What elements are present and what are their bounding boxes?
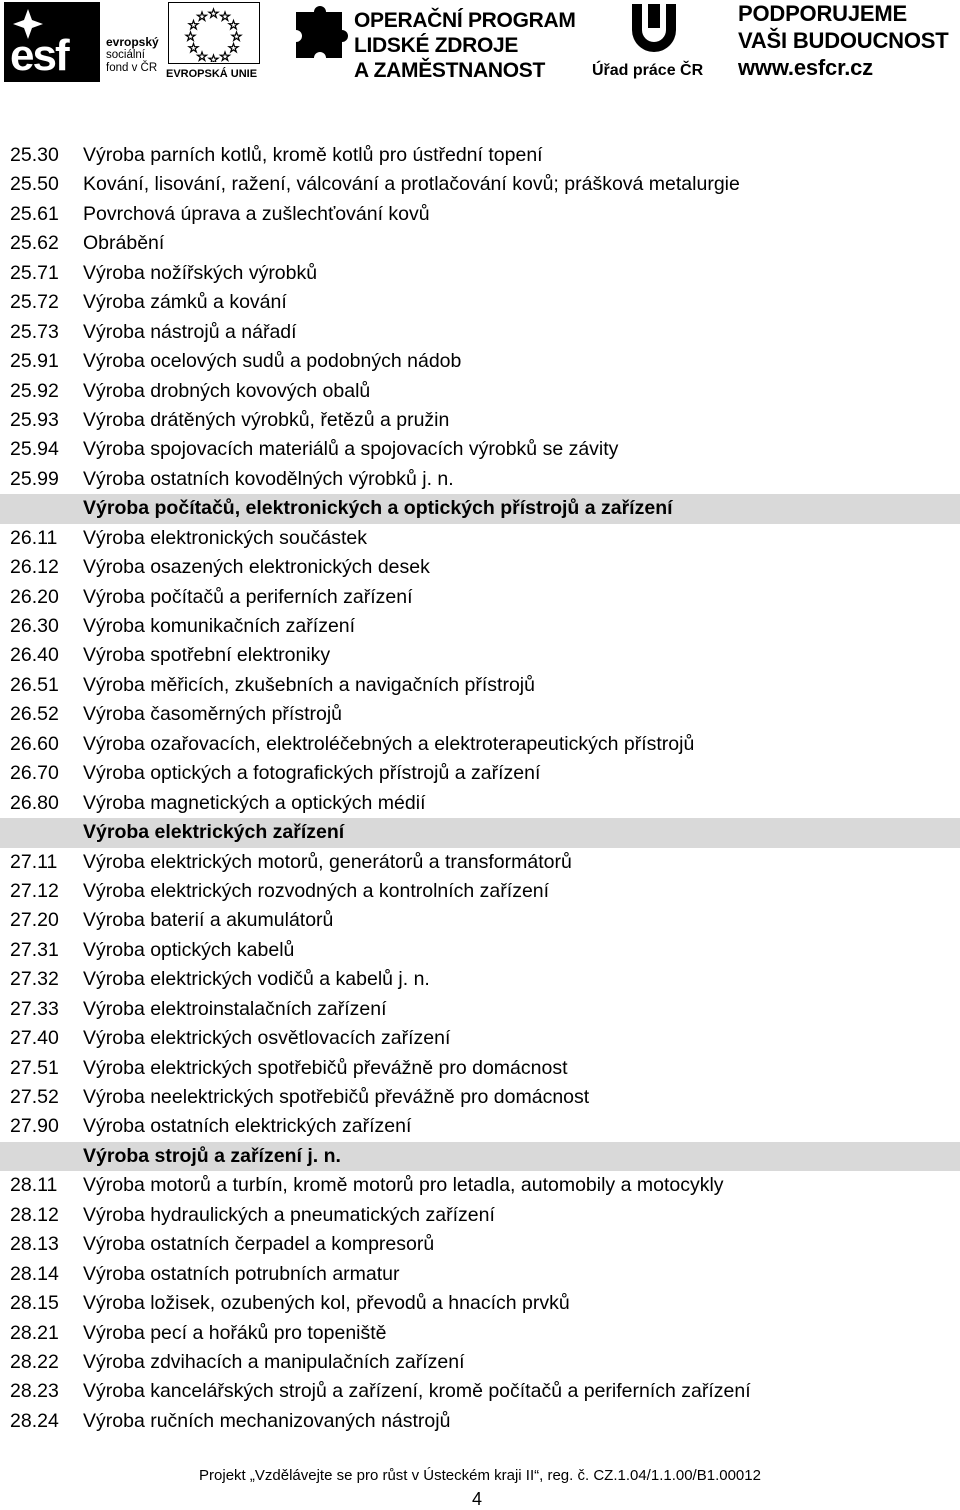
list-item: [0, 730, 960, 759]
item-label: Výroba ostatních kovodělných výrobků j. n.: [83, 467, 454, 490]
item-code: 25.93: [10, 408, 59, 431]
op-line-2: LIDSKÉ ZDROJE: [354, 34, 519, 57]
slogan-line-1: PODPORUJEME: [738, 1, 907, 26]
list-item: [0, 1024, 960, 1053]
item-label: Výroba elektrických rozvodných a kontrolních zařízení: [83, 879, 550, 902]
esf-line-1: evropský: [106, 35, 159, 49]
item-label: Výroba zdvihacích a manipulačních zařízení: [83, 1350, 465, 1373]
slogan-line-2: VAŠI BUDOUCNOST: [738, 28, 949, 53]
item-code: 28.15: [10, 1292, 59, 1315]
esf-logo: [4, 2, 164, 82]
item-label: Výroba elektroinstalačních zařízení: [83, 997, 387, 1020]
list-item: [0, 377, 960, 406]
list-item: [0, 641, 960, 670]
list-item: [0, 1319, 960, 1348]
item-label: Výroba kancelářských strojů a zařízení, kromě počítačů a periferních zařízení: [83, 1380, 751, 1403]
item-label: Kování, lisování, ražení, válcování a protlačování kovů; prášková metalurgie: [83, 173, 740, 196]
item-code: 27.31: [10, 938, 59, 961]
item-label: Výroba optických kabelů: [83, 938, 295, 961]
section-title: Výroba strojů a zařízení j. n.: [83, 1144, 341, 1167]
item-label: Výroba ostatních čerpadel a kompresorů: [83, 1233, 435, 1256]
list-item: [0, 524, 960, 553]
item-code: 26.60: [10, 732, 59, 755]
item-label: Výroba nožířských výrobků: [83, 261, 318, 284]
item-label: Výroba spotřební elektroniky: [83, 644, 331, 667]
logo-header: [0, 0, 960, 90]
list-item: [0, 612, 960, 641]
puzzle-icon: [290, 6, 348, 64]
page-number: 4: [471, 1489, 482, 1509]
list-item: [0, 1112, 960, 1141]
list-item: [0, 406, 960, 435]
list-item: [0, 583, 960, 612]
item-label: Výroba nástrojů a nářadí: [83, 320, 297, 343]
list-item: [0, 1260, 960, 1289]
section-title: Výroba počítačů, elektronických a optických přístrojů a zařízení: [83, 497, 673, 520]
item-code: 26.11: [10, 526, 58, 549]
item-code: 26.80: [10, 791, 59, 814]
list-item: [0, 1083, 960, 1112]
list-item: [0, 1171, 960, 1200]
urad-prace-logo: [590, 0, 718, 86]
item-code: 26.70: [10, 762, 59, 785]
item-code: 27.32: [10, 968, 59, 991]
item-label: Výroba elektrických motorů, generátorů a transformátorů: [83, 850, 572, 873]
item-label: Výroba magnetických a optických médií: [83, 791, 426, 814]
item-label: Povrchová úprava a zušlechťování kovů: [83, 202, 430, 225]
list-item: [0, 318, 960, 347]
op-line-1: OPERAČNÍ PROGRAM: [354, 9, 576, 32]
eu-flag-icon: [168, 2, 260, 64]
item-label: Výroba drobných kovových obalů: [83, 379, 371, 402]
item-code: 27.20: [10, 909, 59, 932]
list-item: [0, 1407, 960, 1436]
item-label: Výroba ložisek, ozubených kol, převodů a hnacích prvků: [83, 1292, 570, 1315]
list-item: [0, 995, 960, 1024]
list-item: [0, 553, 960, 582]
item-label: Výroba pecí a hořáků pro topeniště: [83, 1321, 387, 1344]
item-code: 25.50: [10, 173, 59, 196]
item-code: 25.91: [10, 350, 59, 373]
item-code: 28.22: [10, 1350, 59, 1373]
item-label: Výroba spojovacích materiálů a spojovacích výrobků se závity: [83, 438, 619, 461]
item-code: 28.13: [10, 1233, 59, 1256]
item-label: Výroba ostatních elektrických zařízení: [83, 1115, 412, 1138]
list-item: [0, 141, 960, 170]
list-item: [0, 1348, 960, 1377]
list-item: [0, 465, 960, 494]
list-item: [0, 288, 960, 317]
item-code: 27.40: [10, 1027, 59, 1050]
section-title: Výroba elektrických zařízení: [83, 821, 345, 844]
list-item: [0, 435, 960, 464]
list-item: [0, 877, 960, 906]
item-code: 25.71: [10, 261, 59, 284]
list-item: [0, 965, 960, 994]
item-label: Výroba parních kotlů, kromě kotlů pro ústřední topení: [83, 144, 543, 166]
slogan-url: www.esfcr.cz: [738, 55, 873, 80]
classification-list: [0, 141, 960, 1436]
item-label: Obrábění: [83, 232, 165, 255]
item-code: 28.23: [10, 1380, 59, 1403]
list-item: [0, 1377, 960, 1406]
list-item: [0, 1230, 960, 1259]
item-code: 25.61: [10, 202, 59, 225]
item-label: Výroba optických a fotografických přístrojů a zařízení: [83, 762, 541, 785]
item-code: 26.30: [10, 615, 59, 637]
list-item: [0, 170, 960, 199]
item-label: Výroba elektrických osvětlovacích zařízení: [83, 1027, 451, 1050]
esf-line-2: sociální: [106, 49, 145, 61]
item-label: Výroba elektrických vodičů a kabelů j. n.: [83, 968, 430, 991]
list-item: [0, 1289, 960, 1318]
esf-line-3: fond v ČR: [106, 62, 158, 74]
item-label: Výroba časoměrných přístrojů: [83, 703, 343, 726]
item-code: 28.14: [10, 1262, 59, 1285]
list-item: [0, 229, 960, 258]
list-item: [0, 671, 960, 700]
item-code: 26.40: [10, 644, 59, 667]
item-code: 26.51: [10, 673, 59, 696]
list-item: [0, 759, 960, 788]
item-label: Výroba ručních mechanizovaných nástrojů: [83, 1409, 451, 1432]
item-code: 25.99: [10, 467, 59, 490]
item-label: Výroba ozařovacích, elektroléčebných a elektroterapeutických přístrojů: [83, 732, 695, 755]
list-item: [0, 789, 960, 818]
section-heading-row: [0, 1142, 960, 1171]
section-heading-row: [0, 818, 960, 847]
esf-logo-letters: esf: [10, 31, 68, 80]
list-item: [0, 1201, 960, 1230]
list-item: [0, 936, 960, 965]
item-code: 27.33: [10, 997, 59, 1020]
item-label: Výroba komunikačních zařízení: [83, 615, 356, 637]
slogan: [738, 0, 960, 81]
item-code: 25.62: [10, 232, 59, 255]
item-label: Výroba drátěných výrobků, řetězů a pružin: [83, 408, 450, 431]
section-heading-row: [0, 494, 960, 523]
list-item: [0, 347, 960, 376]
item-code: 28.12: [10, 1203, 59, 1226]
item-code: 25.73: [10, 320, 59, 343]
list-item: [0, 200, 960, 229]
list-item: [0, 259, 960, 288]
item-label: Výroba měřicích, zkušebních a navigačních přístrojů: [83, 673, 535, 696]
list-item: [0, 906, 960, 935]
item-code: 25.72: [10, 291, 59, 314]
urad-prace-caption: Úřad práce ČR: [592, 62, 704, 79]
op-lzz-text: [354, 8, 576, 83]
item-label: Výroba neelektrických spotřebičů převážně pro domácnost: [83, 1086, 590, 1108]
item-label: Výroba motorů a turbín, kromě motorů pro letadla, automobily a motocykly: [83, 1174, 724, 1197]
list-item: [0, 848, 960, 877]
project-footer: Projekt „Vzdělávejte se pro růst v Ústeckém kraji II“, reg. č. CZ.1.04/1.1.00/B1.00012: [199, 1467, 761, 1484]
item-code: 28.24: [10, 1409, 59, 1432]
item-label: Výroba ostatních potrubních armatur: [83, 1262, 400, 1285]
item-code: 25.30: [10, 144, 59, 166]
item-code: 27.52: [10, 1086, 59, 1108]
eu-logo-caption: EVROPSKÁ UNIE: [166, 68, 258, 80]
item-code: 25.92: [10, 379, 59, 402]
item-label: Výroba zámků a kování: [83, 291, 287, 314]
item-label: Výroba baterií a akumulátorů: [83, 909, 334, 932]
esf-logo-mark: [4, 2, 100, 82]
item-code: 28.21: [10, 1321, 59, 1344]
item-code: 28.11: [10, 1174, 58, 1197]
item-code: 27.12: [10, 879, 59, 902]
op-lzz-logo: [290, 2, 580, 86]
item-code: 27.11: [10, 850, 58, 873]
op-line-3: A ZAMĚSTNANOST: [354, 59, 546, 82]
item-code: 25.94: [10, 438, 59, 461]
item-label: Výroba elektrických spotřebičů převážně pro domácnost: [83, 1056, 568, 1079]
item-code: 26.20: [10, 585, 59, 608]
item-code: 26.52: [10, 703, 59, 726]
item-label: Výroba osazených elektronických desek: [83, 556, 430, 579]
item-label: Výroba počítačů a periferních zařízení: [83, 585, 413, 608]
list-item: [0, 1054, 960, 1083]
item-label: Výroba ocelových sudů a podobných nádob: [83, 350, 462, 373]
eu-logo: [166, 2, 262, 82]
item-label: Výroba hydraulických a pneumatických zařízení: [83, 1203, 495, 1226]
esf-logo-text: [106, 36, 159, 75]
item-code: 26.12: [10, 556, 59, 579]
list-item: [0, 700, 960, 729]
item-code: 27.90: [10, 1115, 59, 1138]
item-code: 27.51: [10, 1056, 59, 1079]
item-label: Výroba elektronických součástek: [83, 526, 367, 549]
urad-prace-icon: [626, 0, 682, 56]
